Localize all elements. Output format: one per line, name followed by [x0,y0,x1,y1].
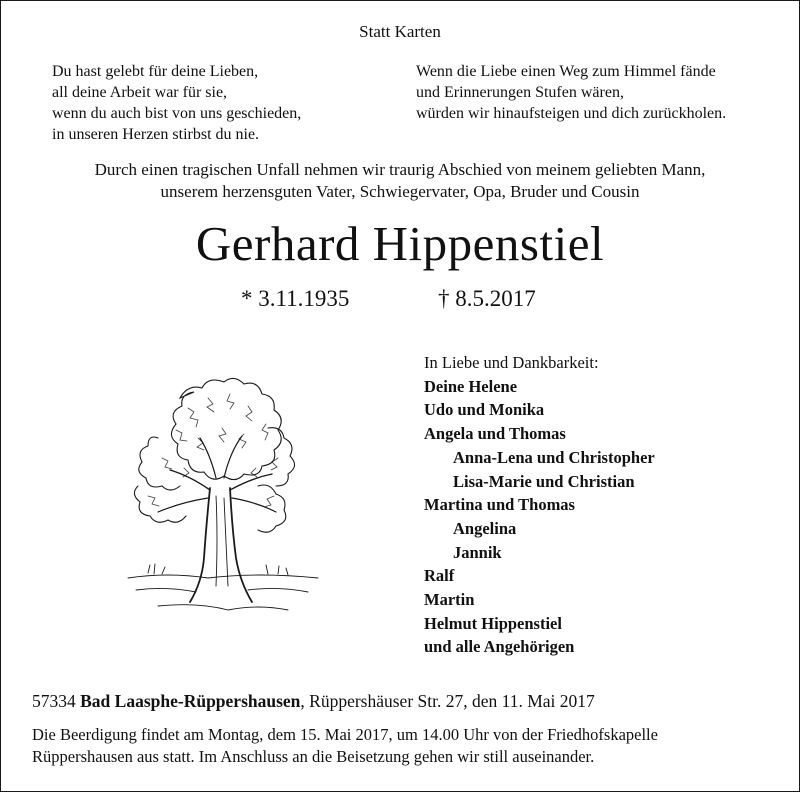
mourner-name: Helmut Hippenstiel [424,613,562,633]
mourner-name: Martin [424,590,475,610]
deceased-name: Gerhard Hippenstiel [195,216,605,271]
poem-line: wenn du auch bist von uns geschieden, [52,105,302,122]
mourner-name: und alle Angehörigen [424,637,575,657]
mourner-name: Ralf [424,566,455,586]
postcode: 57334 [32,691,76,711]
mourner-name: Lisa-Marie und Christian [453,471,635,491]
mourner-name: Deine Helene [424,376,518,396]
poem-line: Wenn die Liebe einen Weg zum Himmel fände [416,63,716,80]
birth-date: * 3.11.1935 [241,286,350,311]
poem-line: in unseren Herzen stirbst du nie. [52,126,260,143]
mourner-name: Martina und Thomas [424,495,575,515]
town-name: Bad Laasphe-Rüppershausen [80,691,301,711]
poem-line: Du hast gelebt für deine Lieben, [52,63,259,80]
mourner-name: Udo und Monika [424,400,545,420]
mourners-list [424,351,655,659]
mourner-name: Angela und Thomas [424,424,566,444]
mourner-name: Jannik [453,542,502,562]
tree-icon [118,368,324,620]
location-line [32,691,595,712]
poem-line: all deine Arbeit war für sie, [52,84,228,101]
funeral-notice [32,724,658,768]
address-date: , Rüppershäuser Str. 27, den 11. Mai 2017 [300,691,595,711]
poem-line: würden wir hinaufsteigen und dich zurückholen. [416,105,727,122]
funeral-line: Die Beerdigung findet am Montag, dem 15. Mai 2017, um 14.00 Uhr von der Friedhofskapelle [32,725,658,744]
poem-right [416,61,726,124]
funeral-line: Rüppershausen aus statt. Im Anschluss an die Beisetzung gehen wir still auseinander. [32,747,595,766]
death-date: † 8.5.2017 [438,286,536,311]
intro-text [0,159,800,203]
intro-line: Durch einen tragischen Unfall nehmen wir traurig Abschied von meinem geliebten Mann, [94,160,706,179]
intro-line: unserem herzensguten Vater, Schwiegervater, Opa, Bruder und Cousin [160,182,640,201]
poem-left [52,61,301,145]
mourners-heading: In Liebe und Dankbarkeit: [424,353,599,372]
mourner-name: Angelina [453,518,517,538]
mourner-name: Anna-Lena und Christopher [453,447,655,467]
poem-line: und Erinnerungen Stufen wären, [416,84,624,101]
header-title: Statt Karten [359,22,441,41]
